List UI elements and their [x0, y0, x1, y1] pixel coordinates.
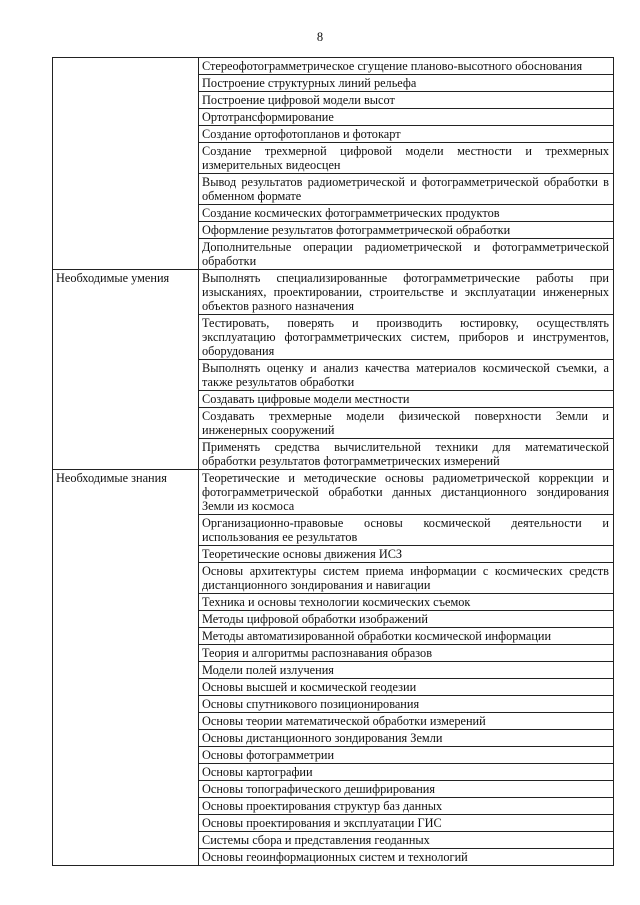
requirement-item: Теоретические основы движения ИСЗ — [199, 546, 614, 563]
requirement-item: Оформление результатов фотограмметрической обработки — [199, 222, 614, 239]
requirement-item: Дополнительные операции радиометрической и фотограмметрической обработки — [199, 239, 614, 270]
requirement-item: Основы спутникового позиционирования — [199, 696, 614, 713]
empty-label-cell — [53, 58, 199, 270]
requirement-item: Тестировать, поверять и производить юстировку, осуществлять эксплуатацию фотограмметрических систем, приборов и инструментов, оборудования — [199, 315, 614, 360]
requirement-item: Основы проектирования и эксплуатации ГИС — [199, 815, 614, 832]
requirement-item: Модели полей излучения — [199, 662, 614, 679]
requirement-item: Организационно-правовые основы космической деятельности и использования ее результатов — [199, 515, 614, 546]
requirement-item: Основы теории математической обработки измерений — [199, 713, 614, 730]
requirement-item: Построение структурных линий рельефа — [199, 75, 614, 92]
requirement-item: Основы дистанционного зондирования Земли — [199, 730, 614, 747]
requirement-item: Выполнять специализированные фотограмметрические работы при изысканиях, проектировании, строительстве и эксплуатации инженерных объектов разного назначения — [199, 270, 614, 315]
requirement-item: Создание ортофотопланов и фотокарт — [199, 126, 614, 143]
section-label: Необходимые умения — [53, 270, 199, 470]
section-label: Необходимые знания — [53, 470, 199, 866]
table-row — [53, 270, 614, 315]
requirement-item: Ортотрансформирование — [199, 109, 614, 126]
requirement-item: Вывод результатов радиометрической и фотограмметрической обработки в обменном формате — [199, 174, 614, 205]
requirement-item: Системы сбора и представления геоданных — [199, 832, 614, 849]
requirement-item: Создание космических фотограмметрических продуктов — [199, 205, 614, 222]
requirement-item: Стереофотограмметрическое сгущение планово-высотного обоснования — [199, 58, 614, 75]
requirement-item: Создавать трехмерные модели физической поверхности Земли и инженерных сооружений — [199, 408, 614, 439]
requirements-table — [52, 57, 614, 866]
requirement-item: Основы проектирования структур баз данных — [199, 798, 614, 815]
requirement-item: Основы топографического дешифрирования — [199, 781, 614, 798]
requirement-item: Методы цифровой обработки изображений — [199, 611, 614, 628]
page-number: 8 — [316, 30, 324, 44]
requirement-item: Основы фотограмметрии — [199, 747, 614, 764]
requirement-item: Методы автоматизированной обработки космической информации — [199, 628, 614, 645]
requirement-item: Применять средства вычислительной техники для математической обработки результатов фотограмметрических измерений — [199, 439, 614, 470]
requirement-item: Создание трехмерной цифровой модели местности и трехмерных измерительных видеосцен — [199, 143, 614, 174]
requirement-item: Основы геоинформационных систем и технологий — [199, 849, 614, 866]
requirement-item: Построение цифровой модели высот — [199, 92, 614, 109]
table-row — [53, 470, 614, 515]
requirement-item: Выполнять оценку и анализ качества материалов космической съемки, а также результатов обработки — [199, 360, 614, 391]
requirement-item: Основы высшей и космической геодезии — [199, 679, 614, 696]
requirement-item: Техника и основы технологии космических съемок — [199, 594, 614, 611]
table-row — [53, 58, 614, 75]
requirement-item: Создавать цифровые модели местности — [199, 391, 614, 408]
requirement-item: Основы картографии — [199, 764, 614, 781]
requirement-item: Теория и алгоритмы распознавания образов — [199, 645, 614, 662]
requirement-item: Теоретические и методические основы радиометрической коррекции и фотограмметрической обработки данных дистанционного зондирования Земли из космоса — [199, 470, 614, 515]
requirement-item: Основы архитектуры систем приема информации с космических средств дистанционного зондирования и навигации — [199, 563, 614, 594]
